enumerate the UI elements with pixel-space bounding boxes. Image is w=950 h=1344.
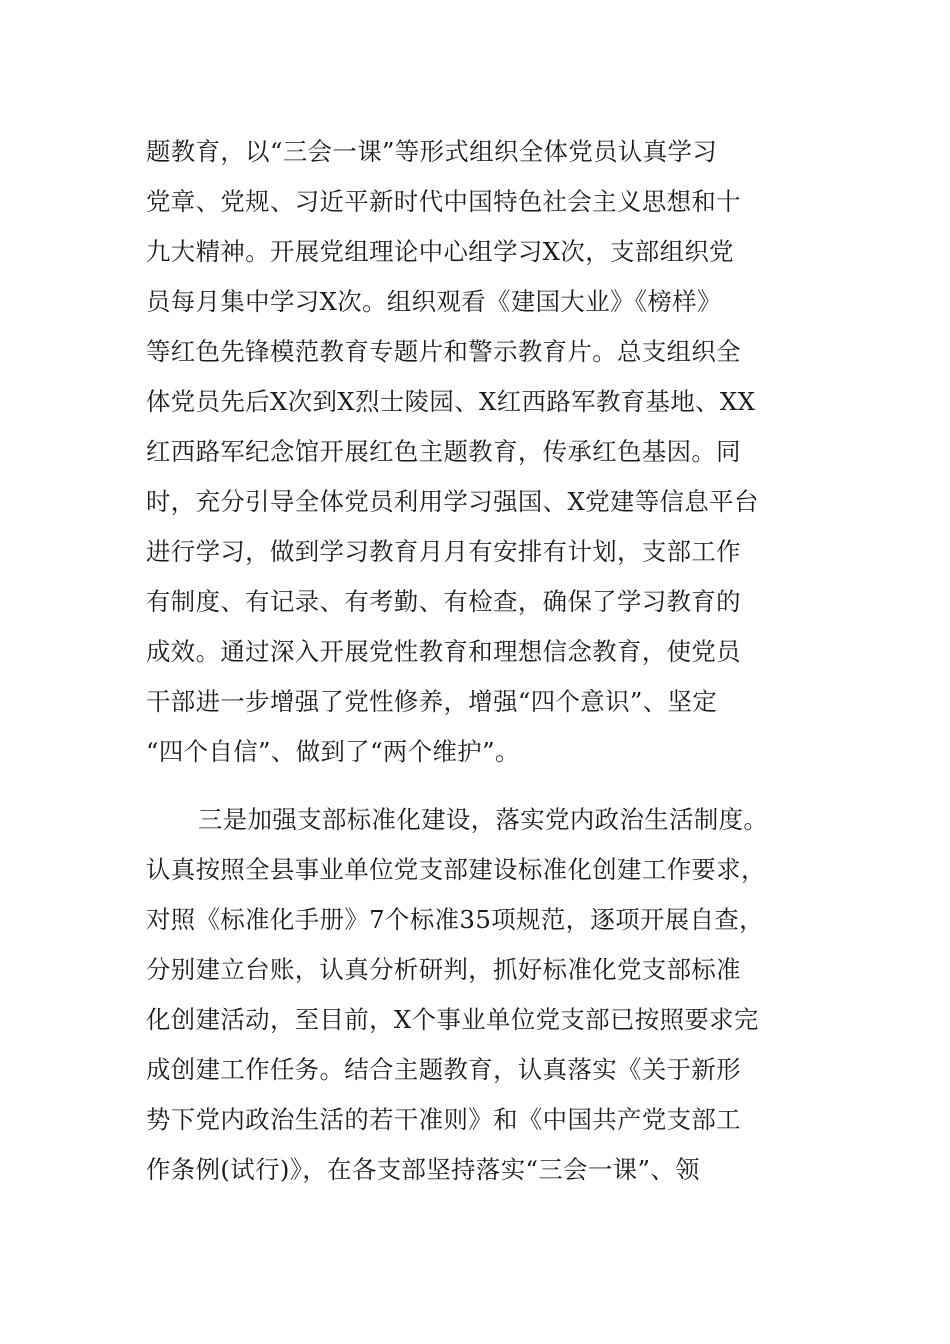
text-line: 进行学习，做到学习教育月月有安排有计划，支部工作 [146, 537, 741, 566]
text-line: 有制度、有记录、有考勤、有检查，确保了学习教育的 [146, 587, 741, 616]
text-line: 红西路军纪念馆开展红色主题教育，传承红色基因。同 [146, 437, 741, 466]
text-line: 成创建工作任务。结合主题教育，认真落实《关于新形 [146, 1055, 741, 1084]
text-line: 党章、党规、习近平新时代中国特色社会主义思想和十 [146, 187, 741, 216]
text-line: 题教育，以“三会一课”等形式组织全体党员认真学习 [146, 137, 718, 166]
text-line: 时，充分引导全体党员利用学习强国、X党建等信息平台 [146, 487, 759, 516]
text-line: 认真按照全县事业单位党支部建设标准化创建工作要求， [146, 855, 766, 884]
text-line: 对照《标准化手册》7个标准35项规范，逐项开展自查， [146, 905, 764, 934]
text-line: “四个自信”、做到了“两个维护”。 [146, 737, 520, 766]
text-line: 九大精神。开展党组理论中心组学习X次，支部组织党 [146, 237, 734, 266]
text-line: 干部进一步增强了党性修养，增强“四个意识”、坚定 [146, 687, 718, 716]
text-line: 作条例(试行)》，在各支部坚持落实“三会一课”、领 [146, 1155, 700, 1184]
paragraph-first-line: 三是加强支部标准化建设，落实党内政治生活制度。 [198, 805, 769, 834]
text-line: 体党员先后X次到X烈士陵园、X红西路军教育基地、XX [146, 387, 756, 416]
text-line: 等红色先锋模范教育专题片和警示教育片。总支组织全 [146, 337, 741, 366]
text-line: 势下党内政治生活的若干准则》和《中国共产党支部工 [146, 1105, 741, 1134]
text-line: 化创建活动，至目前，X个事业单位党支部已按照要求完 [146, 1005, 759, 1034]
text-line: 成效。通过深入开展党性教育和理想信念教育，使党员 [146, 637, 741, 666]
text-line: 员每月集中学习X次。组织观看《建国大业》《榜样》 [146, 287, 722, 316]
text-line: 分别建立台账，认真分析研判，抓好标准化党支部标准 [146, 955, 741, 984]
